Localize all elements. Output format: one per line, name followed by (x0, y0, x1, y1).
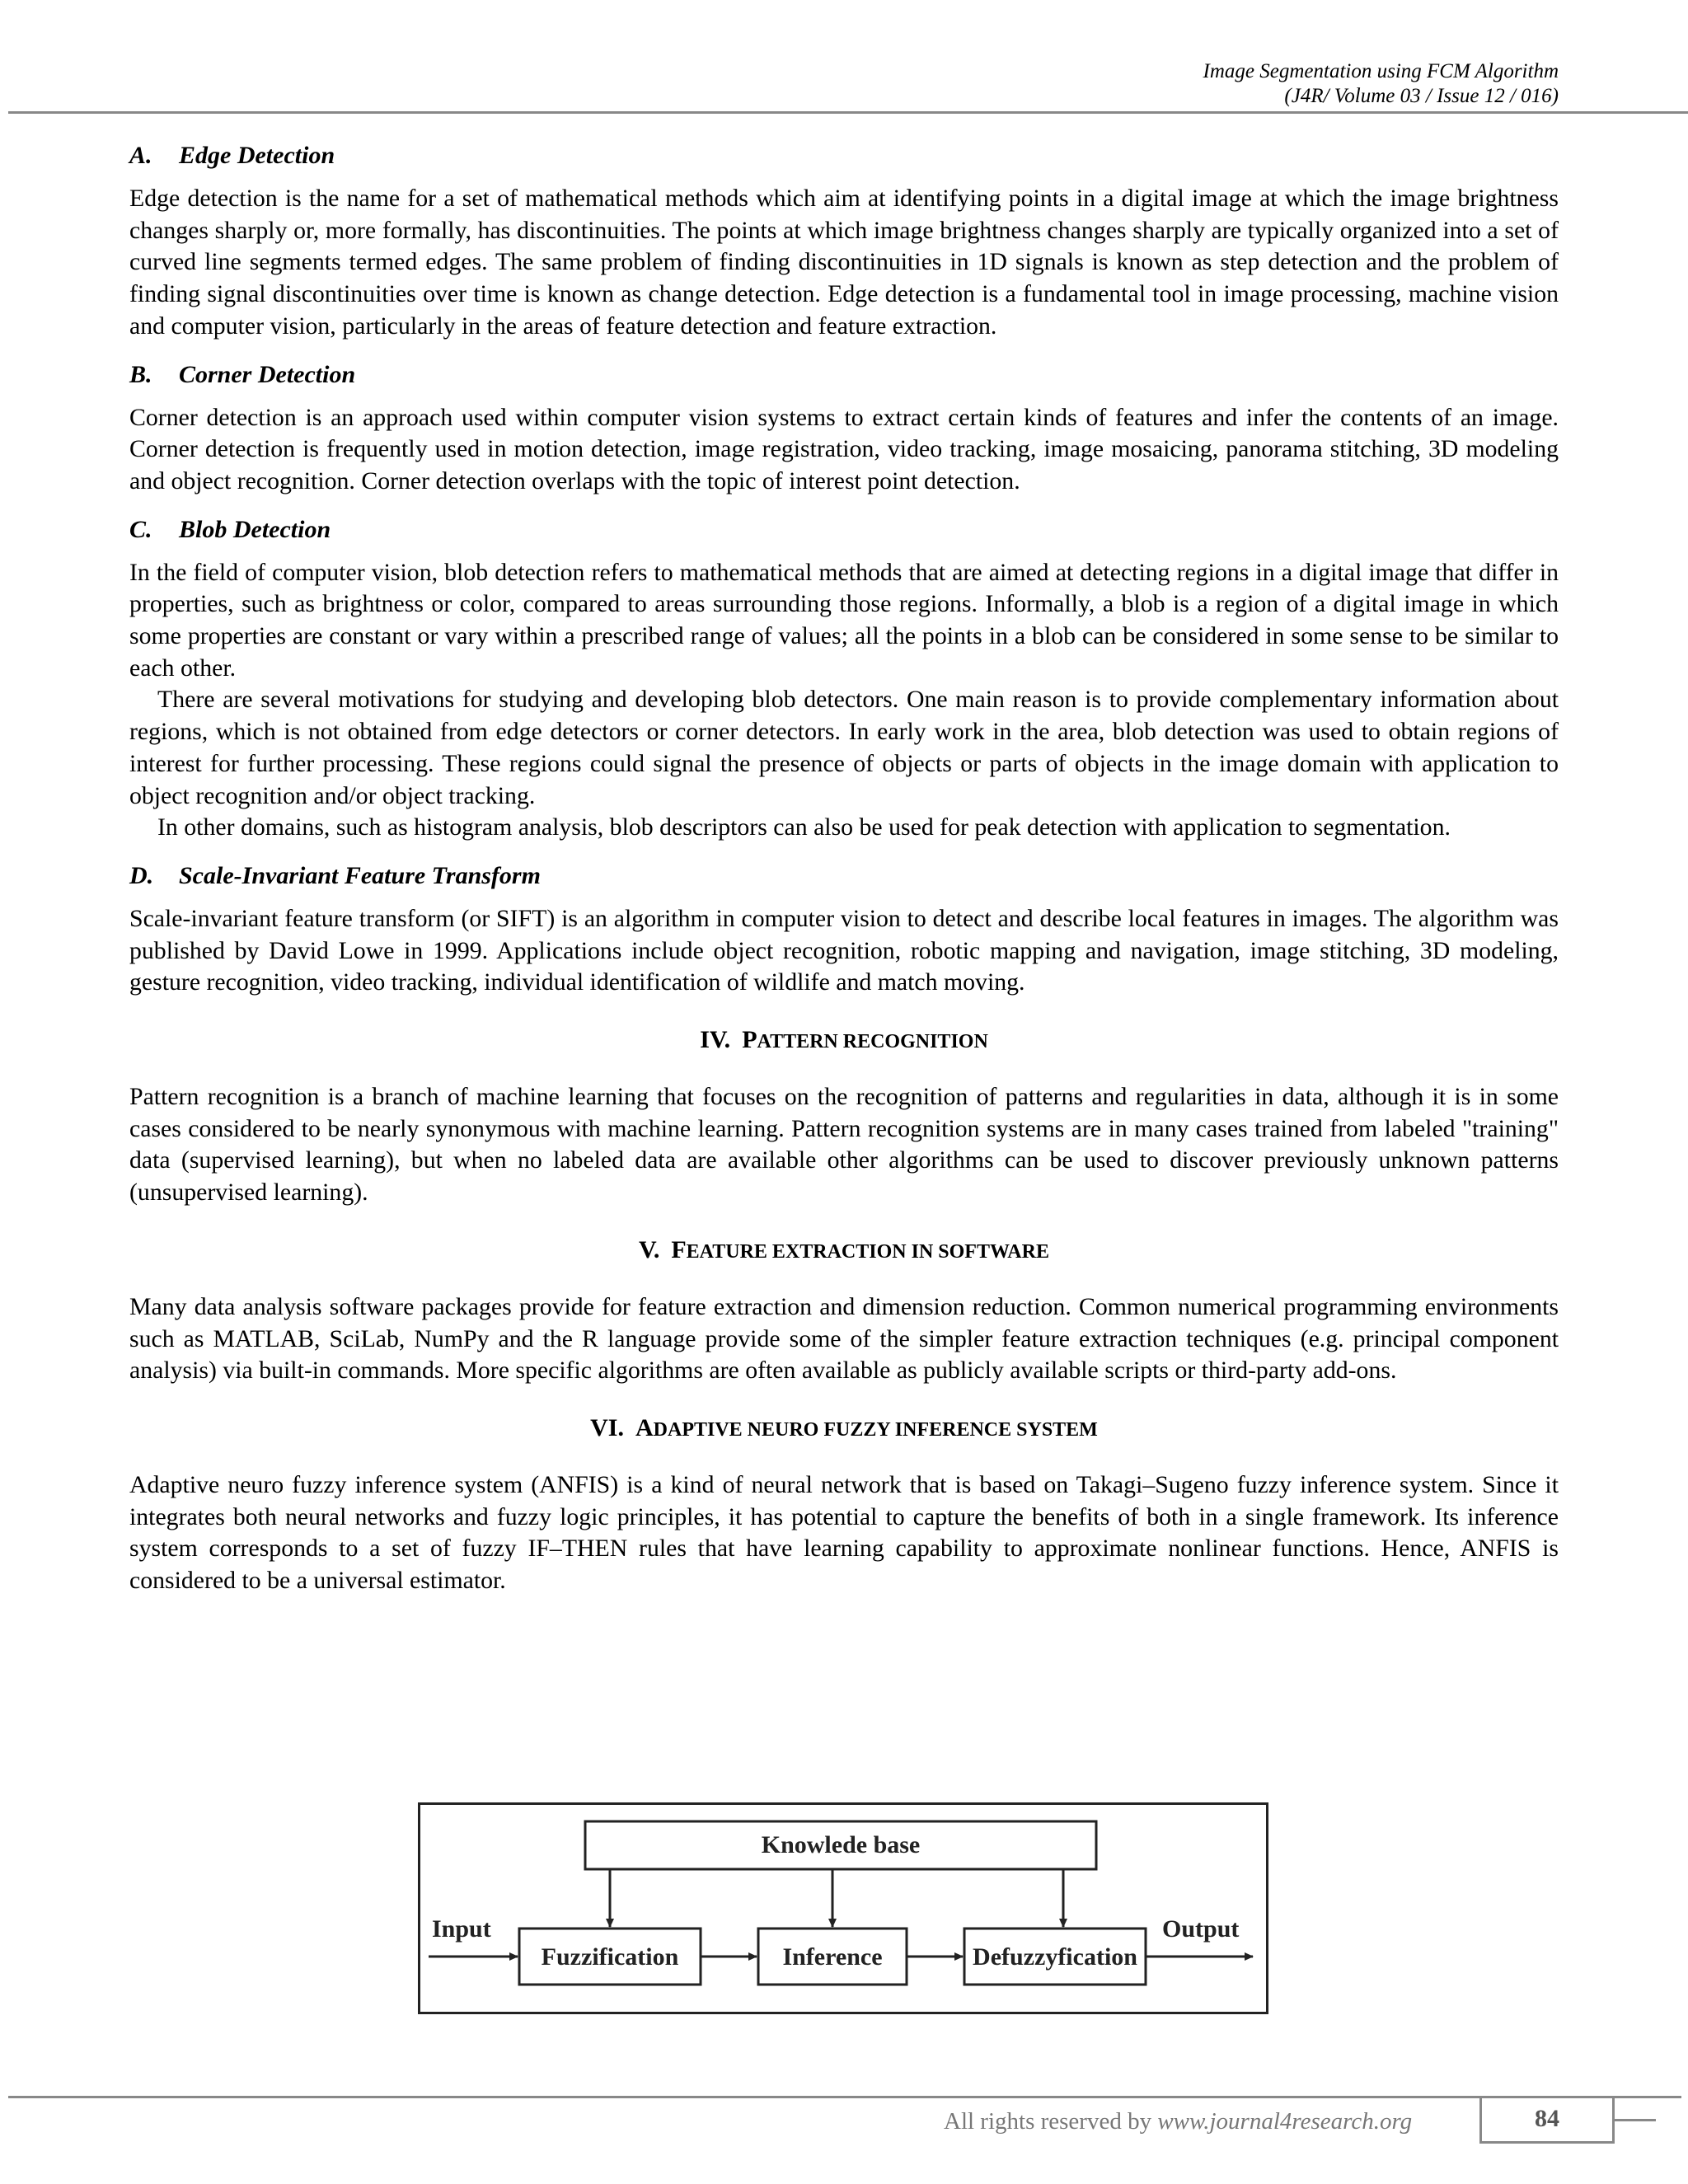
header-divider (8, 111, 1688, 114)
output-label: Output (1162, 1915, 1240, 1943)
paragraph-edge: Edge detection is the name for a set of mathematical methods which aim at identifying points in a digital image at which the image brightness changes sharply or, more formally, has discontinuities. The points at which image brightness changes sharply are typically organized into a set of curved line segments termed edges. The same problem of finding discontinuities in 1D signals is known as step detection and the problem of finding signal discontinuities over time is known as change detection. Edge detection is a fundamental tool in image processing, machine vision and computer vision, particularly in the areas of feature detection and feature extraction. (129, 185, 1559, 340)
paragraph-blob-3: In other domains, such as histogram analysis, blob descriptors can also be used for peak detection with application to segmentation. (157, 813, 1451, 841)
footer-divider (8, 2096, 1681, 2098)
fuzzification-label: Fuzzification (541, 1943, 679, 1971)
page-number: 84 (1479, 2096, 1615, 2144)
paragraph-pattern: Pattern recognition is a branch of machine learning that focuses on the recognition of patterns and regularities in data, although it is in some cases considered to be nearly synonymous with machine learning. Pattern recognition systems are in many cases trained from labeled "training" data (supervised learning), but when no labeled data are available other algorithms can be used to discover previously unknown patterns (unsupervised learning). (129, 1083, 1559, 1207)
paragraph-blob-1: In the field of computer vision, blob detection refers to mathematical methods that are aimed at detecting regions in a digital image that differ in properties, such as brightness or color, compared to areas surrounding those regions. Informally, a blob is a region of a digital image in which some properties are constant or vary within a prescribed range of values; all the points in a blob can be considered in some sense to be similar to each other. (129, 558, 1559, 682)
running-header (1203, 59, 1559, 109)
anfis-diagram-svg (420, 1805, 1266, 2012)
input-label: Input (432, 1915, 491, 1943)
subsection-heading-blob: C. Blob Detection (129, 515, 331, 543)
paragraph-corner: Corner detection is an approach used within computer vision systems to extract certain kinds of features and infer the contents of an image. Corner detection is frequently used in motion detection, image registration, video tracking, image mosaicing, panorama stitching, 3D modeling and object recognition. Corner detection overlaps with the topic of interest point detection. (129, 403, 1559, 494)
header-title: Image Segmentation using FCM Algorithm (1203, 60, 1559, 82)
paragraph-anfis: Adaptive neuro fuzzy inference system (ANFIS) is a kind of neural network that is based on Takagi–Sugeno fuzzy inference system. Since it integrates both neural networks and fuzzy logic principles, it has potential to capture the benefits of both in a single framework. Its inference system corresponds to a set of fuzzy IF–THEN rules that have learning capability to approximate nonlinear functions. Hence, ANFIS is considered to be a universal estimator. (129, 1470, 1559, 1595)
anfis-diagram (418, 1802, 1268, 2014)
footer-site-link[interactable]: www.journal4research.org (1157, 2108, 1413, 2135)
defuzzification-label: Defuzzyfication (973, 1943, 1137, 1971)
footer-rule-tail (1615, 2096, 1656, 2121)
section-heading-feature: V. FEATURE EXTRACTION IN SOFTWARE (639, 1235, 1049, 1263)
header-issue: (J4R/ Volume 03 / Issue 12 / 016) (1284, 85, 1559, 107)
footer-rights: All rights reserved by www.journal4research.org (944, 2108, 1413, 2135)
section-heading-pattern: IV. PATTERN RECOGNITION (700, 1026, 988, 1054)
paragraph-sift: Scale-invariant feature transform (or SIFT) is an algorithm in computer vision to detect and describe local features in images. The algorithm was published by David Lowe in 1999. Applications include object recognition, robotic mapping and navigation, image stitching, 3D modeling, gesture recognition, video tracking, individual identification of wildlife and match moving. (129, 904, 1559, 996)
article-body (129, 140, 1559, 1597)
knowledge-base-label: Knowlede base (761, 1831, 921, 1858)
subsection-heading-edge: A. Edge Detection (129, 142, 335, 169)
paragraph-feature: Many data analysis software packages provide for feature extraction and dimension reduction. Common numerical programming environments such as MATLAB, SciLab, NumPy and the R language provide some of the simpler feature extraction techniques (e.g. principal component analysis) via built-in commands. More specific algorithms are often available as publicly available scripts or third-party add-ons. (129, 1292, 1559, 1385)
inference-label: Inference (782, 1943, 883, 1971)
subsection-heading-corner: B. Corner Detection (129, 360, 356, 388)
paragraph-blob-2: There are several motivations for studying and developing blob detectors. One main reason is to provide complementary information about regions, which is not obtained from edge detectors or corner detectors. In early work in the area, blob detection was used to obtain regions of interest for further processing. These regions could signal the presence of objects or parts of objects in the image domain with application to object recognition and/or object tracking. (129, 686, 1559, 809)
section-heading-anfis: VI. ADAPTIVE NEURO FUZZY INFERENCE SYSTEM (590, 1413, 1098, 1441)
subsection-heading-sift: D. Scale-Invariant Feature Transform (129, 861, 541, 889)
